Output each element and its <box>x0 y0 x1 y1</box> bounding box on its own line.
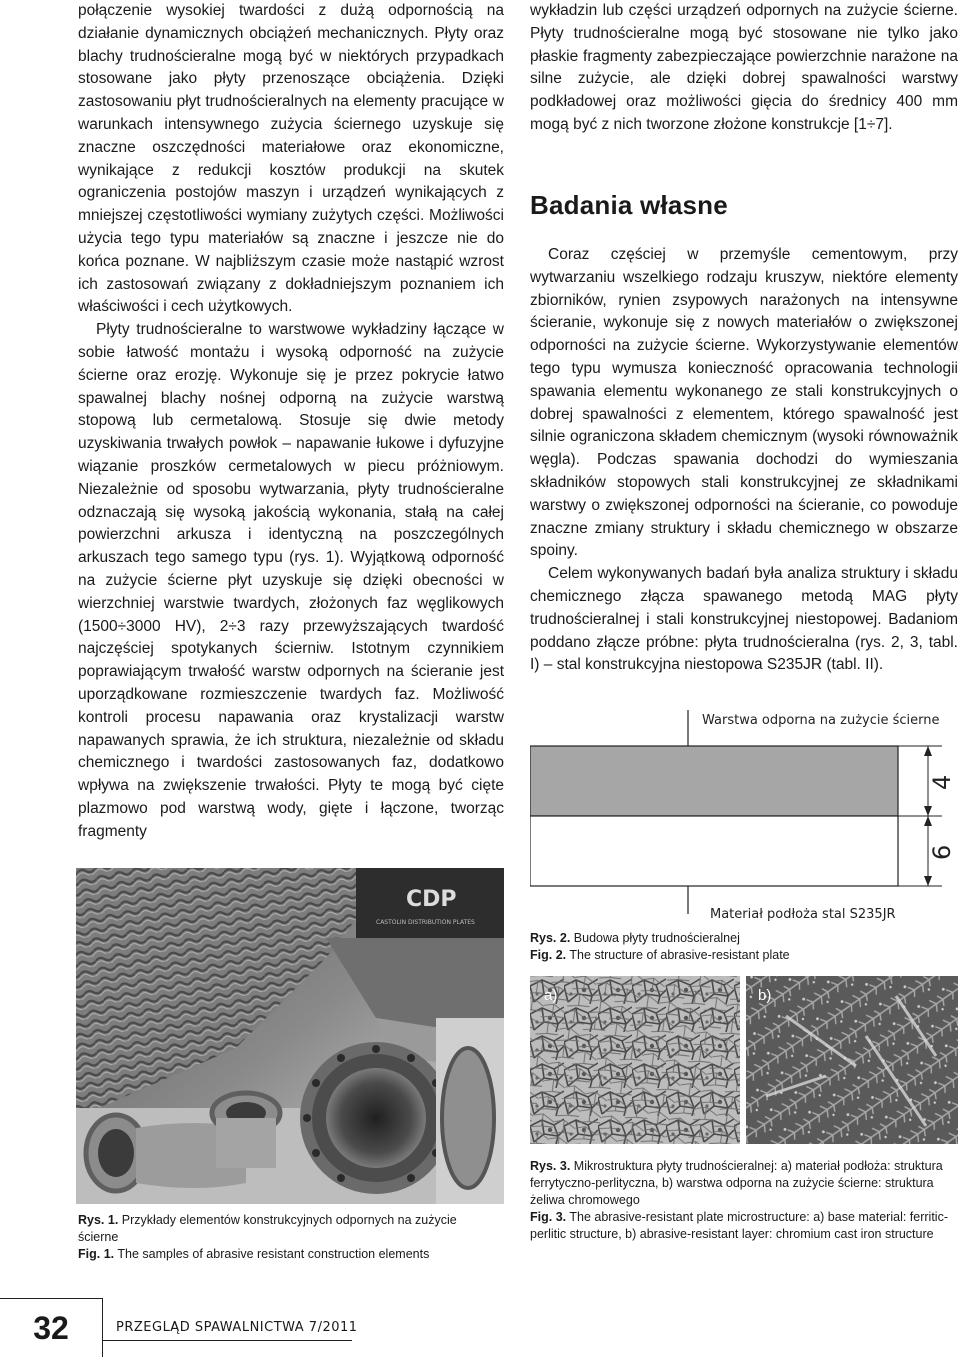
left-paragraph-1: połączenie wysokiej twardości z dużą odpornością na działanie dynamicznych obciążeń mechanicznych. Płyty oraz blachy trudnościeralne mogą być w niektórych przypadkach stosowane jako płyty przenoszące obciążenia. Dzięki zastosowaniu płyt trudnościeralnych na elementy pracujące w warunkach intensywnego zużycia ściernego uzyskuje się znaczne oszczędności materiałowe oraz ekonomiczne, wynikające z redukcji kosztów produkcji na skutek ograniczenia postojów maszyn i urządzeń wynikających z mniejszej częstotliwości wymiany zużytych części. Możliwości użycia tego typu materiałów są znaczne i jeszcze nie do końca poznane. W najbliższym czasie może nastąpić wzrost ich zastosowań związany z dokładniejszym poznaniem ich właściwości i cech użytkowych. <box>78 2 504 316</box>
micrograph-b <box>746 976 958 1144</box>
right-paragraph-1: Coraz częściej w przemyśle cementowym, przy wytwarzaniu wszelkiego rodzaju kruszyw, niektóre elementy zbiorników, rynien zsypowych narażonych na intensywne ścieranie, wykonuje się z nowych materiałów o zwiększonej odporności na zużycie ścierne. Wykorzystywanie elementów tego typu wymusza konieczność opracowania technologii spawania elementu wykonanego ze stali konstrukcyjnych o dobrej spawalności z elementem, którego spawalność jest silnie ograniczona składem chemicznym (wysoki równoważnik węgla). Podczas spawania dochodzi do wymieszania składników stopowych stali konstrukcyjnej ze składnikami warstwy o zwiększonej odporności na ścieranie, co powoduje znaczne zmiany struktury i składu chemicznego w obszarze spoiny. <box>530 246 958 560</box>
svg-text:CDP: CDP <box>406 887 457 912</box>
label-top-layer: Warstwa odporna na zużycie ścierne <box>702 713 940 728</box>
fig3-fig-text: The abrasive-resistant plate microstructure: a) base material: ferritic-perlitic structure, b) abrasive-resistant layer: chromium cast iron structure <box>530 1210 948 1241</box>
left-paragraph-2: Płyty trudnościeralne to warstwowe wykładziny łączące w sobie łatwość montażu i wysoką odporność na zużycie ścierne oraz erozję. Wykonuje się je przez pokrycie łatwo spawalnej blachy nośnej odporną na zużycie warstwą stopową lub cermetalową. Stosuje się dwie metody uzyskiwania trwałych powłok – napawanie łukowe i dyfuzyjne wiązanie proszków cermetalowych w piecu próżniowym. Niezależnie od sposobu wytwarzania, płyty trudnościeralne odznaczają się wysoką jakością wykonania, stałą na całej powierzchni arkusza i identyczną na poszczególnych arkuszach tego samego typu (rys. 1). Wyjątkową odporność na zużycie ścierne płyt uzyskuje się dzięki obecności w wierzchniej warstwie twardych, złożonych faz węglikowych (1500÷3000 HV), 2÷3 razy przewyższających twardość najczęściej spotykanych ścierniw. Istotnym czynnikiem poprawiającym trwałość warstw odpornych na ścieranie jest uporządkowane rozmieszczenie twardych faz. Możliwość kontroli procesu napawania oraz krystalizacji warstw napawanych sprawia, że ich struktura, niezależnie od składu chemicznego i twardości zastosowanych faz, dodatkowo wpływa na zwiększenie trwałości. Płyty te mogą być cięte plazmowo pod warstwą wody, gięte i łączone, tworząc fragmenty <box>78 321 504 840</box>
fig2-fig-text: The structure of abrasive-resistant plate <box>569 948 790 962</box>
fig3-rys-label: Rys. 3. <box>530 1159 571 1173</box>
fig3-fig-label: Fig. 3. <box>530 1210 567 1224</box>
fig2-fig-label: Fig. 2. <box>530 948 567 962</box>
fig1-rys-text: Przykłady elementów konstrukcyjnych odpornych na zużycie ścierne <box>78 1213 457 1244</box>
footer-rule <box>102 1340 352 1341</box>
right-column-top <box>530 0 958 137</box>
fig1-rys-label: Rys. 1. <box>78 1213 119 1227</box>
left-column <box>78 0 504 843</box>
figure-3-caption <box>530 1158 958 1243</box>
figure-2-caption <box>530 930 958 964</box>
page-number: 32 <box>0 1298 103 1357</box>
wear-layer <box>530 746 898 816</box>
right-paragraph-continuation: wykładzin lub części urządzeń odpornych na zużycie ścierne. Płyty trudnościeralne mogą być stosowane nie tylko jako płaskie fragmenty zabezpieczające powierzchnie narażone na silne zużycie, ale dzięki dobrej spawalności warstwy podkładowej oraz możliwości gięcia do średnicy 400 mm mogą być z nich tworzone złożone konstrukcje [1÷7]. <box>530 2 958 133</box>
panel-a-label: a) <box>544 987 558 1004</box>
cdp-logo <box>406 887 457 912</box>
fig3-rys-text: Mikrostruktura płyty trudnościeralnej: a) materiał podłoża: struktura ferrytyczno-perlityczna, b) warstwa odporna na zużycie ścierne: struktura żeliwa chromowego <box>530 1159 943 1207</box>
dimension-top: 4 <box>928 774 956 790</box>
journal-title: PRZEGLĄD SPAWALNICTWA 7/2011 <box>116 1320 358 1335</box>
fig1-fig-label: Fig. 1. <box>78 1247 115 1261</box>
figure-1-caption <box>78 1212 498 1263</box>
label-base-material: Materiał podłoża stal S235JR <box>710 907 896 922</box>
fig1-fig-text: The samples of abrasive resistant construction elements <box>117 1247 430 1261</box>
panel-b-label: b) <box>758 987 772 1004</box>
right-column-body <box>530 244 958 677</box>
figure-1-photo <box>76 868 504 1204</box>
svg-text:CASTOLIN DISTRIBUTION PLATES: CASTOLIN DISTRIBUTION PLATES <box>376 919 475 926</box>
fig2-rys-text: Budowa płyty trudnościeralnej <box>573 931 740 945</box>
figure-2-diagram <box>530 702 960 927</box>
fig2-rys-label: Rys. 2. <box>530 931 571 945</box>
section-heading: Badania własne <box>530 190 728 220</box>
right-paragraph-2: Celem wykonywanych badań była analiza struktury i składu chemicznego złącza spawanego metodą MAG płyty trudnościeralnej i stali konstrukcyjnej niestopowej. Badaniom poddano złącze próbne: płyta trudnościeralna (rys. 2, 3, tabl. I) – stal konstrukcyjna niestopowa S235JR (tabl. II). <box>530 565 958 674</box>
dimension-bottom: 6 <box>928 844 956 860</box>
micrograph-a <box>530 976 740 1144</box>
base-layer <box>530 816 898 886</box>
